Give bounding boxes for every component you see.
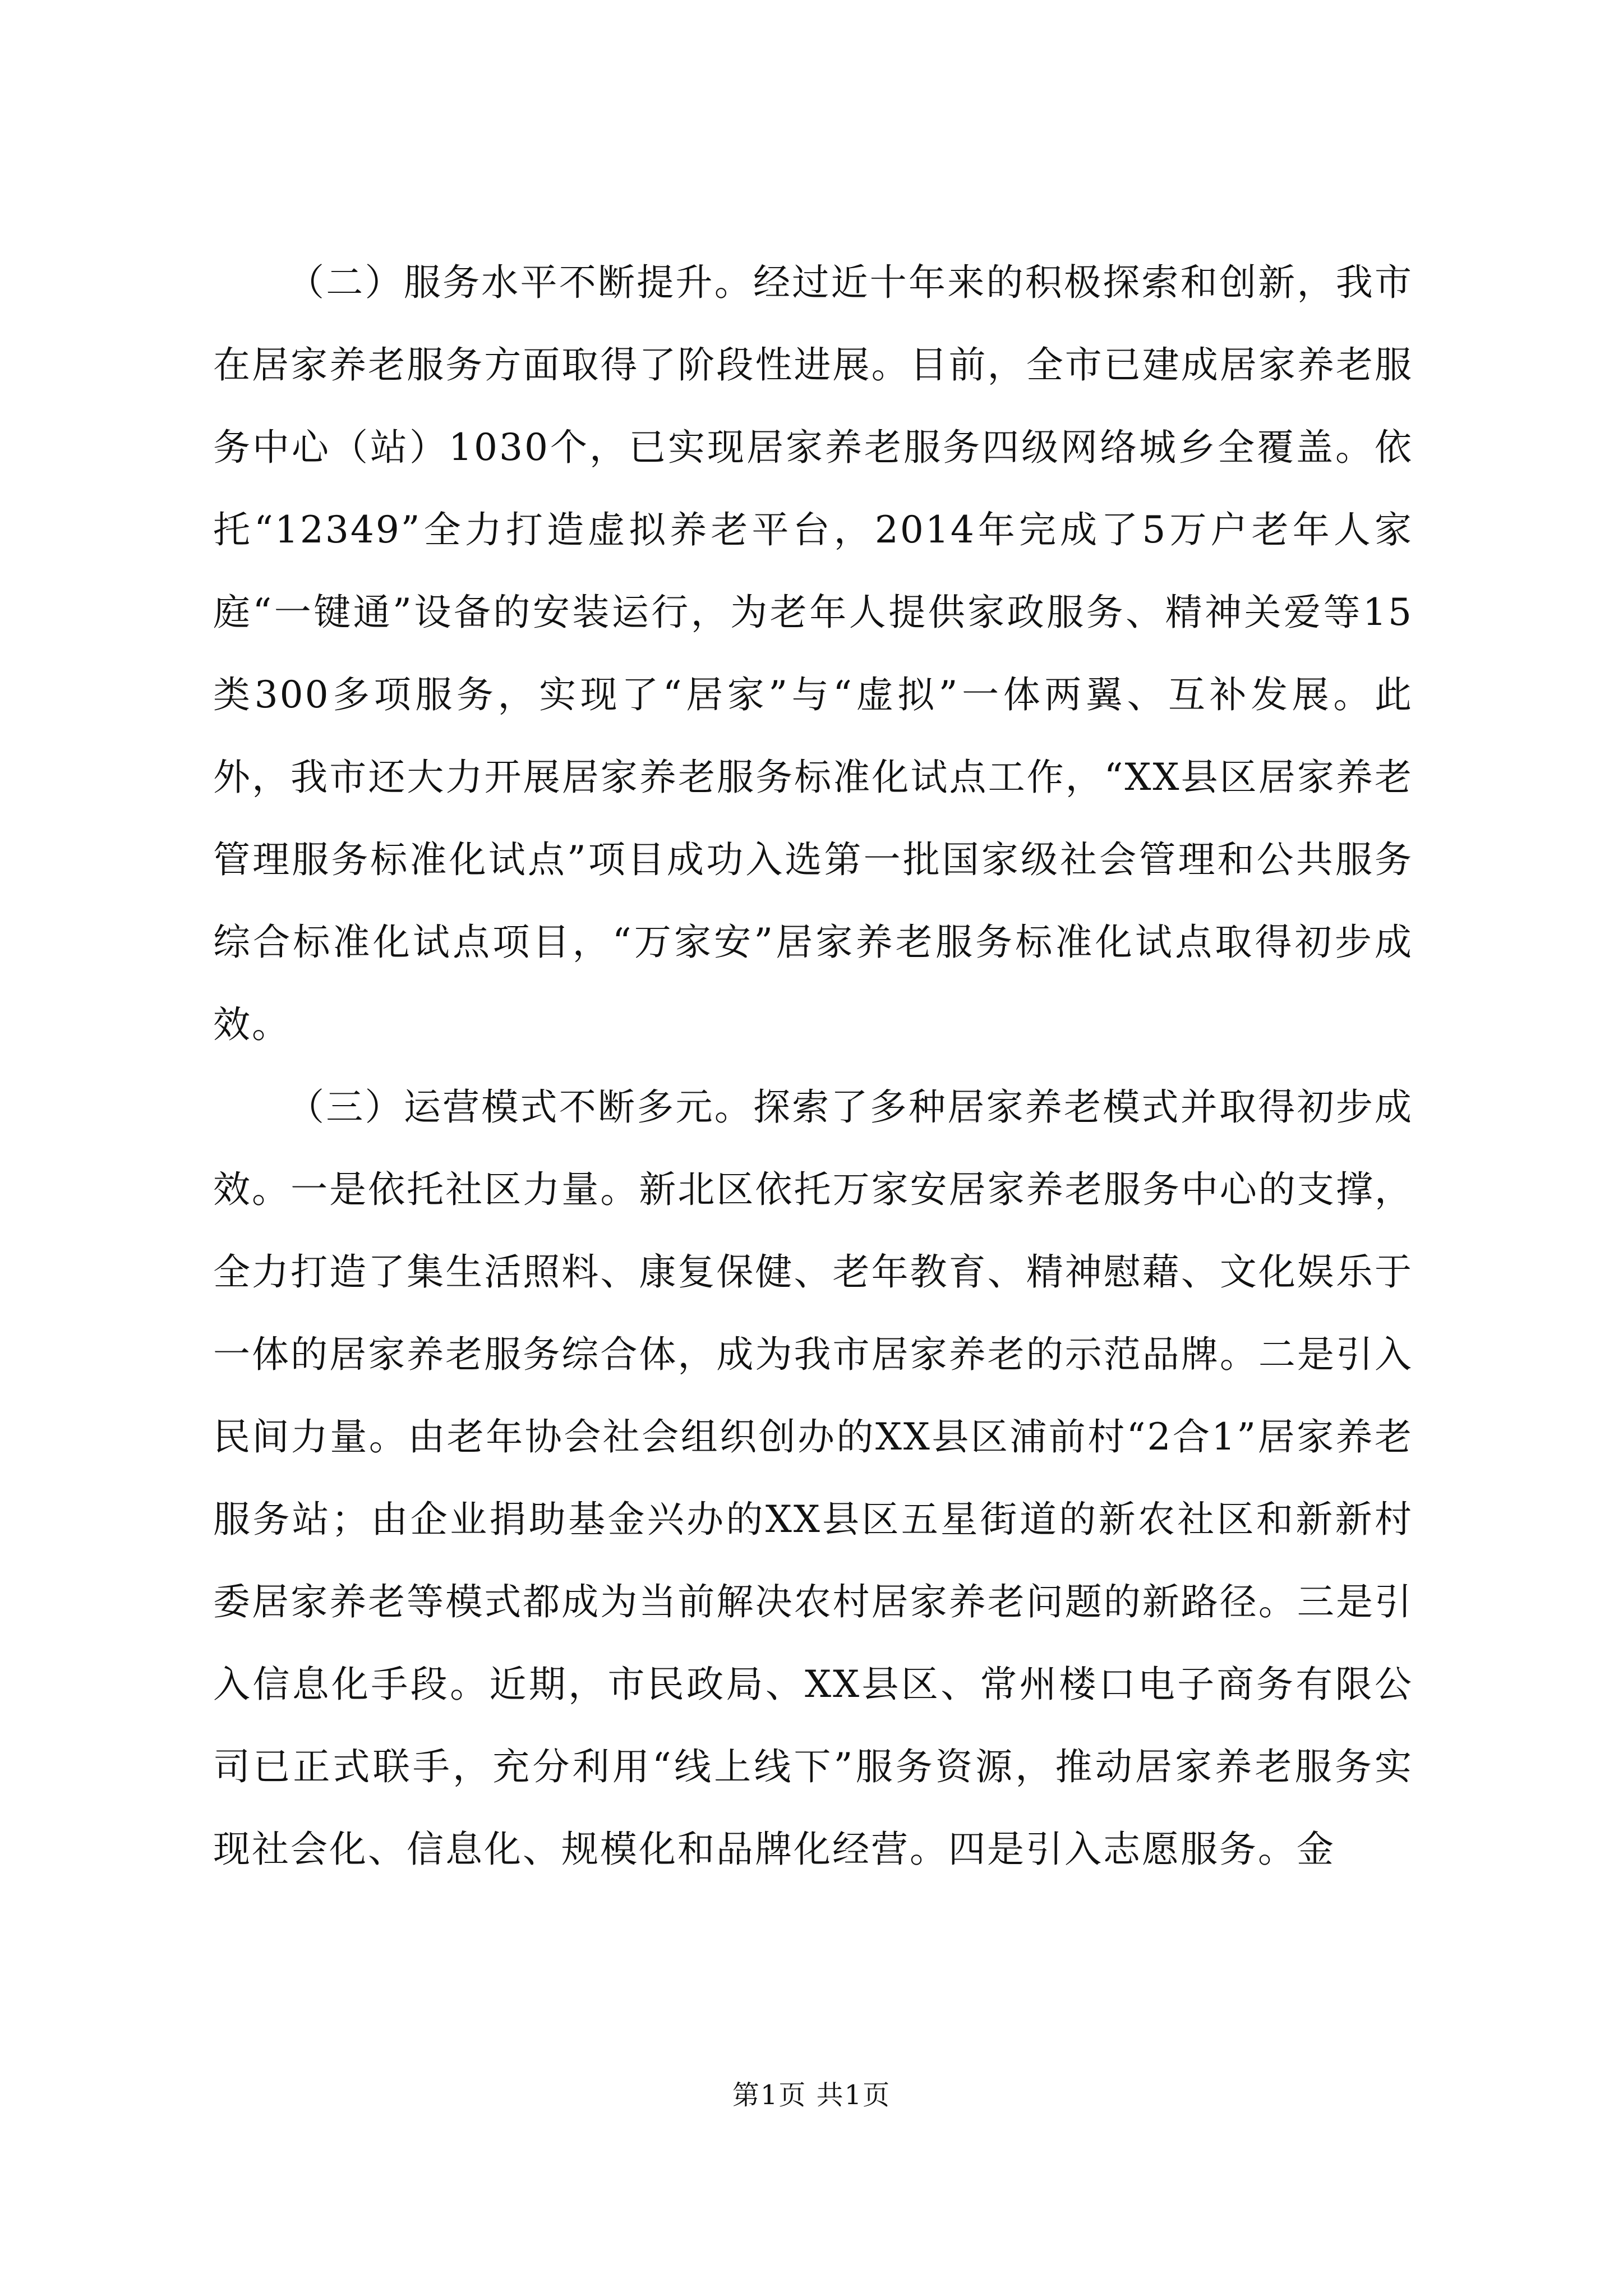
page-number-footer: 第1页 共1页: [732, 2079, 891, 2111]
document-body: [213, 241, 1413, 1890]
paragraph-operating-model: （三）运营模式不断多元。探索了多种居家养老模式并取得初步成效。一是依托社区力量。新北区依托万家安居家养老服务中心的支撑，全力打造了集生活照料、康复保健、老年教育、精神慰藉、文化娱乐于一体的居家养老服务综合体，成为我市居家养老的示范品牌。二是引入民间力量。由老年协会社会组织创办的XX县区浦前村“2合1”居家养老服务站；由企业捐助基金兴办的XX县区五星街道的新农社区和新新村委居家养老等模式都成为当前解决农村居家养老问题的新路径。三是引入信息化手段。近期，市民政局、XX县区、常州楼口电子商务有限公司已正式联手，充分利用“线上线下”服务资源，推动居家养老服务实现社会化、信息化、规模化和品牌化经营。四是引入志愿服务。金: [213, 1085, 1413, 1871]
paragraph-service-level: （二）服务水平不断提升。经过近十年来的积极探索和创新，我市在居家养老服务方面取得了阶段性进展。目前，全市已建成居家养老服务中心（站）1030个，已实现居家养老服务四级网络城乡全覆盖。依托“12349”全力打造虚拟养老平台，2014年完成了5万户老年人家庭“一键通”设备的安装运行，为老年人提供家政服务、精神关爱等15类300多项服务，实现了“居家”与“虚拟”一体两翼、互补发展。此外，我市还大力开展居家养老服务标准化试点工作，“XX县区居家养老管理服务标准化试点”项目成功入选第一批国家级社会管理和公共服务综合标准化试点项目，“万家安”居家养老服务标准化试点取得初步成效。: [213, 261, 1413, 1046]
